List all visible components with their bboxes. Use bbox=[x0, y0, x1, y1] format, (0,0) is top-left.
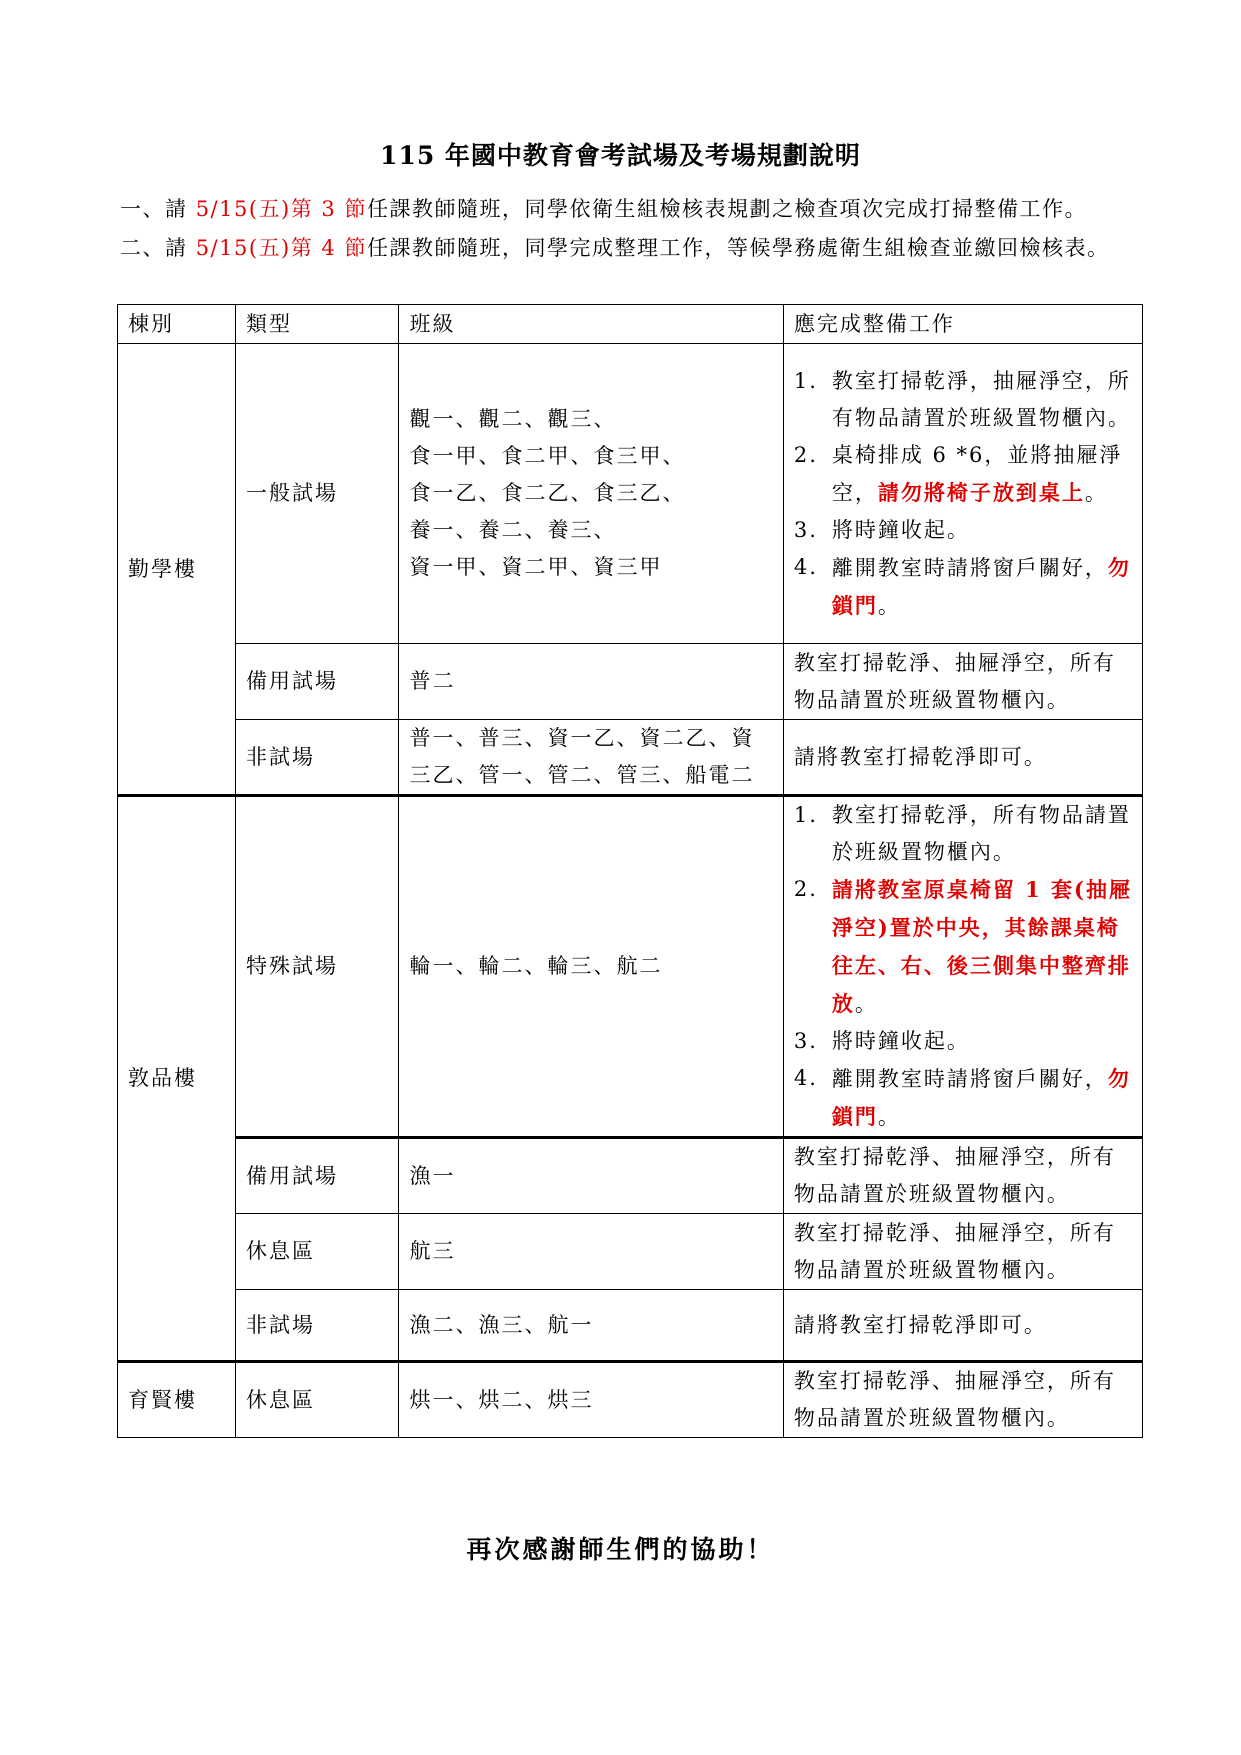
closing-thanks: 再次感謝師生們的協助！ bbox=[466, 1535, 775, 1564]
table-row bbox=[118, 1362, 1143, 1438]
building-cell: 勤學樓 bbox=[118, 344, 236, 796]
classes-cell: 普一、普三、資一乙、資二乙、資三乙、管一、管二、管三、船電二 bbox=[399, 720, 783, 796]
type-cell: 一般試場 bbox=[236, 344, 399, 644]
classes-cell bbox=[399, 344, 783, 644]
table-row bbox=[118, 1290, 1143, 1362]
task-item: 4. 離開教室時請將窗戶關好，勿鎖門。 bbox=[793, 1066, 1131, 1129]
table-header-row bbox=[118, 305, 1143, 344]
task-item: 1. 教室打掃乾淨，所有物品請置於班級置物櫃內。 bbox=[793, 803, 1131, 864]
type-cell: 非試場 bbox=[236, 1290, 399, 1362]
class-line: 食一乙、食二乙、食三乙、 bbox=[409, 481, 686, 505]
tasks-cell: 教室打掃乾淨、抽屜淨空，所有物品請置於班級置物櫃內。 bbox=[783, 1214, 1142, 1290]
tasks-cell: 教室打掃乾淨、抽屜淨空，所有物品請置於班級置物櫃內。 bbox=[783, 1362, 1142, 1438]
tasks-cell: 教室打掃乾淨、抽屜淨空，所有物品請置於班級置物櫃內。 bbox=[783, 1138, 1142, 1214]
classes-cell: 航三 bbox=[399, 1214, 783, 1290]
type-cell: 非試場 bbox=[236, 720, 399, 796]
notice-1-prefix: 一、請 bbox=[120, 197, 196, 221]
table-row bbox=[118, 344, 1143, 644]
task-item: 3. 將時鐘收起。 bbox=[793, 517, 970, 542]
table-row bbox=[118, 796, 1143, 1138]
building-cell: 敦品樓 bbox=[118, 796, 236, 1362]
class-line: 養一、養二、養三、 bbox=[409, 518, 617, 542]
classes-cell: 普二 bbox=[399, 644, 783, 720]
type-cell: 備用試場 bbox=[236, 644, 399, 720]
classes-cell: 輪一、輪二、輪三、航二 bbox=[399, 796, 783, 1138]
table-row bbox=[118, 1214, 1143, 1290]
notice-2-date: 5/15(五)第 4 節 bbox=[195, 236, 367, 260]
document-title: 115 年國中教育會考試場及考場規劃說明 bbox=[380, 141, 861, 170]
warning-text: 請將教室原桌椅留 1 套(抽屜淨空)置於中央，其餘課桌椅往左、右、後三側集中整齊排放 bbox=[831, 877, 1132, 1016]
type-cell: 休息區 bbox=[236, 1214, 399, 1290]
notice-line-1 bbox=[120, 193, 1087, 223]
header-building: 棟別 bbox=[118, 305, 236, 344]
task-item: 4. 離開教室時請將窗戶關好，勿鎖門。 bbox=[793, 554, 1131, 618]
exam-room-plan-table bbox=[117, 304, 1143, 1438]
table-row bbox=[118, 644, 1143, 720]
notice-line-2 bbox=[120, 232, 1109, 262]
type-cell: 備用試場 bbox=[236, 1138, 399, 1214]
task-list bbox=[794, 797, 1132, 1136]
table-row bbox=[118, 1138, 1143, 1214]
header-tasks: 應完成整備工作 bbox=[783, 305, 1142, 344]
tasks-cell bbox=[783, 344, 1142, 644]
task-item: 2. 桌椅排成 6 *6，並將抽屜淨空，請勿將椅子放到桌上。 bbox=[793, 442, 1123, 505]
table-row bbox=[118, 720, 1143, 796]
tasks-cell: 教室打掃乾淨、抽屜淨空，所有物品請置於班級置物櫃內。 bbox=[783, 644, 1142, 720]
notice-1-date: 5/15(五)第 3 節 bbox=[195, 197, 367, 221]
warning-text: 勿鎖門 bbox=[831, 1066, 1131, 1129]
classes-cell: 漁一 bbox=[399, 1138, 783, 1214]
class-line: 資一甲、資二甲、資三甲 bbox=[409, 555, 663, 579]
class-line: 觀一、觀二、觀三、 bbox=[409, 407, 617, 431]
header-classes: 班級 bbox=[399, 305, 783, 344]
tasks-cell: 請將教室打掃乾淨即可。 bbox=[783, 1290, 1142, 1362]
header-type: 類型 bbox=[236, 305, 399, 344]
classes-cell: 烘一、烘二、烘三 bbox=[399, 1362, 783, 1438]
tasks-cell: 請將教室打掃乾淨即可。 bbox=[783, 720, 1142, 796]
class-line: 食一甲、食二甲、食三甲、 bbox=[409, 444, 686, 468]
building-cell: 育賢樓 bbox=[118, 1362, 236, 1438]
task-item: 3. 將時鐘收起。 bbox=[793, 1029, 970, 1053]
task-item: 1. 教室打掃乾淨，抽屜淨空，所有物品請置於班級置物櫃內。 bbox=[793, 368, 1131, 430]
notice-2-prefix: 二、請 bbox=[120, 236, 196, 260]
task-list bbox=[794, 363, 1132, 625]
tasks-cell bbox=[783, 796, 1142, 1138]
notice-1-text: 任課教師隨班，同學依衛生組檢核表規劃之檢查項次完成打掃整備工作。 bbox=[366, 197, 1087, 221]
warning-text: 請勿將椅子放到桌上 bbox=[877, 479, 1085, 505]
type-cell: 特殊試場 bbox=[236, 796, 399, 1138]
classes-cell: 漁二、漁三、航一 bbox=[399, 1290, 783, 1362]
notice-2-text: 任課教師隨班，同學完成整理工作，等候學務處衛生組檢查並繳回檢核表。 bbox=[366, 236, 1110, 260]
warning-text: 勿鎖門 bbox=[831, 554, 1131, 618]
type-cell: 休息區 bbox=[236, 1362, 399, 1438]
task-item: 2. 請將教室原桌椅留 1 套(抽屜淨空)置於中央，其餘課桌椅往左、右、後三側集中整齊排放。 bbox=[793, 877, 1132, 1016]
